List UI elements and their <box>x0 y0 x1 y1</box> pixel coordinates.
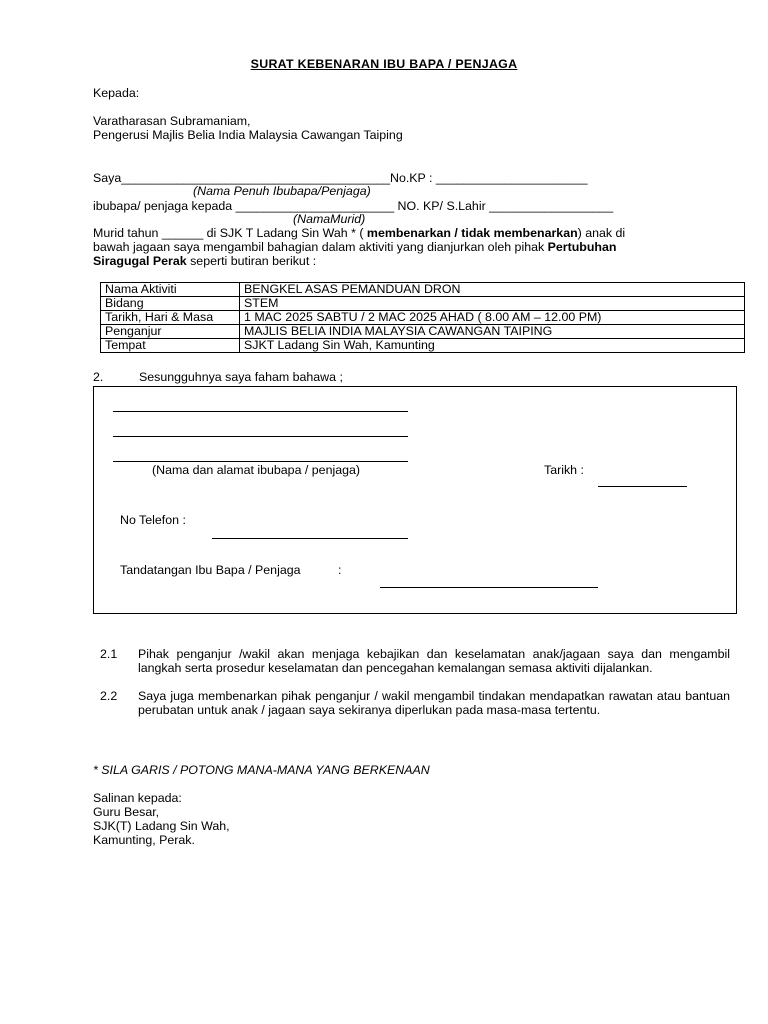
name-address-line-3[interactable] <box>113 461 408 462</box>
table-row <box>101 339 745 353</box>
document-title: SURAT KEBENARAN IBU BAPA / PENJAGA <box>250 57 518 71</box>
phone-label: No Telefon : <box>120 513 186 527</box>
table-key: Nama Aktiviti <box>101 283 240 297</box>
table-value: MAJLIS BELIA INDIA MALAYSIA CAWANGAN TAIPING <box>240 325 745 339</box>
instruction-note: * SILA GARIS / POTONG MANA-MANA YANG BERKENAAN <box>93 763 430 777</box>
section-2-text: Sesungguhnya saya faham bahawa ; <box>139 370 343 384</box>
consent-text-c: ) anak di <box>577 226 626 240</box>
table-value: SJKT Ladang Sin Wah, Kamunting <box>240 339 745 353</box>
consent-line-3 <box>93 254 316 268</box>
student-line: ibubapa/ penjaga kepada _______________________ NO. KP/ S.Lahir __________________ <box>93 199 614 213</box>
table-value: 1 MAC 2025 SABTU / 2 MAC 2025 AHAD ( 8.00 AM – 12.00 PM) <box>240 311 745 325</box>
clause-text: Saya juga membenarkan pihak penganjur / wakil mengambil tindakan mendapatkan rawatan atau bantuan perubatan untuk anak / jagaan saya sekiranya diperlukan pada masa-masa tertentu. <box>138 689 730 718</box>
copy-line-3: Kamunting, Perak. <box>93 833 195 847</box>
name-address-line-1[interactable] <box>113 411 408 412</box>
to-label: Kepada: <box>93 86 140 100</box>
consent-text-2a: bawah jagaan saya mengambil bahagian dalam aktiviti yang dianjurkan oleh pihak <box>93 240 548 254</box>
date-line[interactable] <box>598 486 687 487</box>
date-label: Tarikh : <box>544 463 584 477</box>
consent-options: membenarkan / tidak membenarkan <box>366 226 578 240</box>
signature-box <box>93 386 737 614</box>
table-key: Tarikh, Hari & Masa <box>101 311 240 325</box>
consent-text-3b: seperti butiran berikut : <box>186 254 317 268</box>
copy-label: Salinan kepada: <box>93 791 182 805</box>
signature-line[interactable] <box>380 587 598 588</box>
signature-label: Tandatangan Ibu Bapa / Penjaga <box>120 563 301 577</box>
table-row <box>101 311 745 325</box>
table-row <box>101 283 745 297</box>
signature-colon: : <box>338 563 342 577</box>
name-address-line-2[interactable] <box>113 436 408 437</box>
table-value: BENGKEL ASAS PEMANDUAN DRON <box>240 283 745 297</box>
recipient-name: Varatharasan Subramaniam, <box>93 114 251 128</box>
student-name-hint: (NamaMurid) <box>293 212 366 226</box>
copy-line-2: SJK(T) Ladang Sin Wah, <box>93 819 230 833</box>
table-row <box>101 325 745 339</box>
section-2-number: 2. <box>93 370 104 384</box>
table-row <box>101 297 745 311</box>
consent-line-2 <box>93 240 616 254</box>
table-key: Bidang <box>101 297 240 311</box>
clause-number: 2.2 <box>100 689 118 703</box>
parent-name-hint: (Nama Penuh Ibubapa/Penjaga) <box>193 184 371 198</box>
phone-line[interactable] <box>212 538 408 539</box>
table-key: Tempat <box>101 339 240 353</box>
copy-line-1: Guru Besar, <box>93 805 160 819</box>
consent-text-a: Murid tahun ______ di SJK T Ladang Sin Wah * ( <box>93 226 367 240</box>
clause-text: Pihak penganjur /wakil akan menjaga kebajikan dan keselamatan anak/jagaan saya dan mengambil langkah serta prosedur keselamatan dan pencegahan kemalangan semasa aktiviti dijalankan. <box>138 647 730 676</box>
activity-details-table <box>100 282 745 353</box>
clause-number: 2.1 <box>100 647 118 661</box>
organizer-name-part2: Siragugal Perak <box>93 254 187 268</box>
consent-line-1 <box>93 226 675 240</box>
table-value: STEM <box>240 297 745 311</box>
recipient-position: Pengerusi Majlis Belia India Malaysia Cawangan Taiping <box>93 128 403 142</box>
name-address-label: (Nama dan alamat ibubapa / penjaga) <box>152 463 361 477</box>
table-key: Penganjur <box>101 325 240 339</box>
organizer-name-part1: Pertubuhan <box>547 240 617 254</box>
parent-name-line: Saya_______________________________________No.KP : ______________________ <box>93 171 588 185</box>
